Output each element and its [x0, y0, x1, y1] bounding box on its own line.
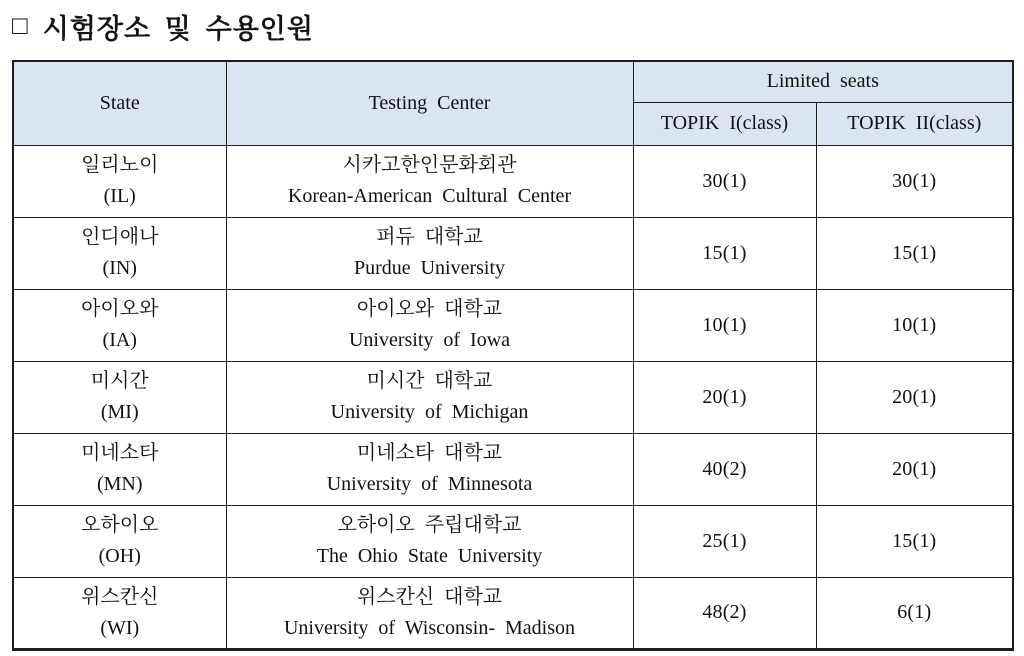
table-row: [13, 433, 1013, 505]
square-bullet-icon: □: [12, 10, 29, 40]
state-korean: 아이오와: [81, 298, 159, 320]
topik2-seats: 15(1): [816, 505, 1013, 577]
seats-table: [12, 60, 1014, 651]
center-korean: 아이오와 대학교: [356, 298, 503, 320]
center-english: The Ohio State University: [316, 545, 543, 567]
topik1-seats: 30(1): [633, 145, 816, 217]
topik2-seats: 15(1): [816, 217, 1013, 289]
topik2-seats: 20(1): [816, 361, 1013, 433]
state-code: (WI): [100, 616, 140, 639]
state-korean: 인디애나: [81, 226, 159, 248]
table-header: [13, 61, 1013, 145]
state-korean: 위스칸신: [81, 585, 159, 608]
header-state: State: [13, 61, 226, 145]
state-cell: [13, 433, 226, 505]
topik2-seats: 20(1): [816, 433, 1013, 505]
table-row: [13, 361, 1013, 433]
table-row: [13, 505, 1013, 577]
center-english: Korean-American Cultural Center: [287, 185, 572, 207]
testing-center-cell: [226, 361, 633, 433]
state-cell: [13, 577, 226, 649]
state-korean: 일리노이: [81, 154, 159, 176]
header-topik1: TOPIK I(class): [633, 102, 816, 145]
center-korean: 위스칸신 대학교: [356, 585, 503, 608]
state-code: (MN): [96, 473, 143, 495]
center-english: University of Minnesota: [326, 473, 533, 495]
state-code: (OH): [98, 545, 141, 567]
table-row: [13, 289, 1013, 361]
center-english: Purdue University: [353, 257, 506, 279]
state-korean: 미시간: [90, 370, 149, 392]
center-english: University of Wisconsin- Madison: [283, 616, 576, 639]
topik1-seats: 15(1): [633, 217, 816, 289]
header-topik2: TOPIK II(class): [816, 102, 1013, 145]
state-cell: [13, 505, 226, 577]
testing-center-cell: [226, 505, 633, 577]
state-cell: [13, 217, 226, 289]
state-code: (IN): [102, 257, 137, 279]
topik1-seats: 20(1): [633, 361, 816, 433]
center-korean: 오하이오 주립대학교: [337, 514, 522, 536]
state-code: (IL): [103, 185, 136, 207]
testing-center-cell: [226, 433, 633, 505]
state-korean: 미네소타: [81, 442, 159, 464]
center-korean: 미네소타 대학교: [356, 442, 503, 464]
header-limited-seats: Limited seats: [633, 61, 1013, 102]
topik1-seats: 25(1): [633, 505, 816, 577]
header-testing-center: Testing Center: [226, 61, 633, 145]
testing-center-cell: [226, 289, 633, 361]
center-korean: 시카고한인문화회관: [342, 154, 517, 176]
testing-center-cell: [226, 217, 633, 289]
center-korean: 미시간 대학교: [366, 370, 493, 392]
table-row: [13, 577, 1013, 649]
page-title-text: 시험장소 및 수용인원: [42, 14, 314, 44]
topik1-seats: 10(1): [633, 289, 816, 361]
state-code: (IA): [102, 329, 137, 351]
center-korean: 퍼듀 대학교: [376, 226, 483, 248]
center-english: University of Iowa: [348, 329, 511, 351]
page-title: [12, 7, 1024, 46]
state-korean: 오하이오: [81, 514, 159, 536]
state-cell: [13, 289, 226, 361]
state-cell: [13, 361, 226, 433]
state-code: (MI): [100, 401, 139, 423]
center-english: University of Michigan: [330, 401, 529, 423]
table-body: [13, 145, 1013, 649]
table-row: [13, 217, 1013, 289]
testing-center-cell: [226, 145, 633, 217]
topik2-seats: 30(1): [816, 145, 1013, 217]
testing-center-cell: [226, 577, 633, 649]
topik1-seats: 40(2): [633, 433, 816, 505]
topik2-seats: 10(1): [816, 289, 1013, 361]
topik2-seats: 6(1): [816, 577, 1013, 649]
topik1-seats: 48(2): [633, 577, 816, 649]
state-cell: [13, 145, 226, 217]
table-row: [13, 145, 1013, 217]
